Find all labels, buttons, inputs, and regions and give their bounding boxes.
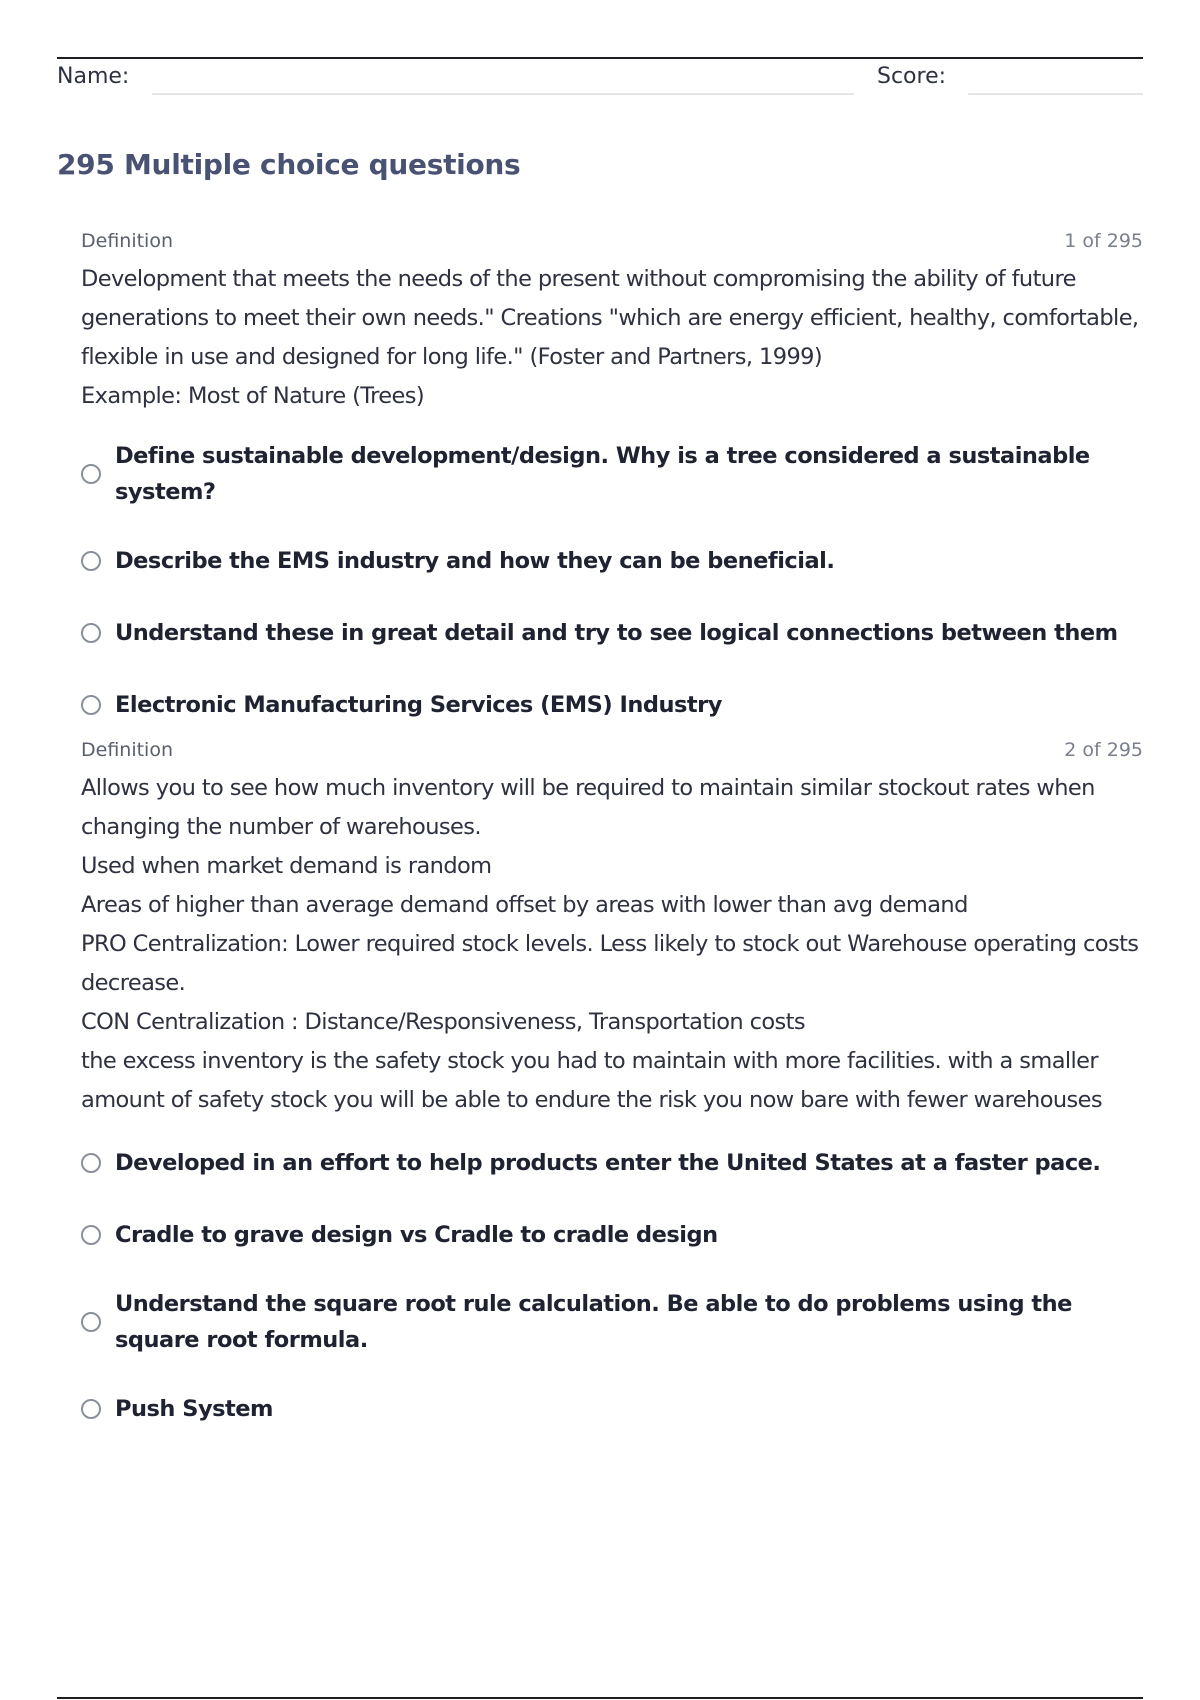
prompt-paragraph: the excess inventory is the safety stock you had to maintain with more facilities. with a smaller amount of safety stock you will be able to endure the risk you now bare with fewer warehouses: [81, 1048, 1103, 1113]
page-title: 295 Multiple choice questions: [57, 148, 521, 181]
answer-option[interactable]: [81, 1142, 1143, 1184]
question-header: [81, 226, 1143, 254]
question-prompt: [81, 260, 1143, 416]
prompt-paragraph: Areas of higher than average demand offset by areas with lower than avg demand: [81, 892, 968, 918]
prompt-paragraph: Used when market demand is random: [81, 853, 492, 879]
radio-button[interactable]: [81, 464, 101, 484]
radio-button[interactable]: [81, 1399, 101, 1419]
option-label: Developed in an effort to help products enter the United States at a faster pace.: [115, 1150, 1101, 1176]
answer-options: [81, 438, 1143, 726]
bottom-divider: [57, 1697, 1143, 1699]
prompt-paragraph: Allows you to see how much inventory will be required to maintain similar stockout rates when changing the number of warehouses.: [81, 775, 1095, 840]
question-1: [81, 226, 1143, 756]
question-header: [81, 735, 1143, 763]
prompt-paragraph: PRO Centralization: Lower required stock levels. Less likely to stock out Warehouse operating costs decrease.: [81, 931, 1139, 996]
prompt-paragraph: CON Centralization : Distance/Responsiveness, Transportation costs: [81, 1009, 806, 1035]
answer-option[interactable]: [81, 438, 1143, 510]
question-type: Definition: [81, 230, 174, 252]
option-label: Cradle to grave design vs Cradle to cradle design: [115, 1222, 718, 1248]
answer-option[interactable]: [81, 540, 1143, 582]
radio-button[interactable]: [81, 551, 101, 571]
option-label: Define sustainable development/design. Why is a tree considered a sustainable system?: [115, 443, 1090, 505]
answer-option[interactable]: [81, 1214, 1143, 1256]
answer-option[interactable]: [81, 612, 1143, 654]
option-label: Electronic Manufacturing Services (EMS) Industry: [115, 692, 722, 718]
question-counter: 2 of 295: [1064, 739, 1143, 761]
score-label: Score:: [877, 64, 947, 89]
prompt-paragraph: Example: Most of Nature (Trees): [81, 383, 425, 409]
option-label: Describe the EMS industry and how they can be beneficial.: [115, 548, 835, 574]
radio-button[interactable]: [81, 1153, 101, 1173]
answer-option[interactable]: [81, 1388, 1143, 1430]
answer-option[interactable]: [81, 1286, 1143, 1358]
top-divider: [57, 57, 1143, 59]
prompt-paragraph: Development that meets the needs of the present without compromising the ability of future generations to meet their own needs." Creations "which are energy efficient, healthy, comfortable, flexible in use and designed for long life." (Foster and Partners, 1999): [81, 266, 1139, 370]
option-label: Push System: [115, 1396, 273, 1422]
option-label: Understand these in great detail and try to see logical connections between them: [115, 620, 1118, 646]
option-label: Understand the square root rule calculation. Be able to do problems using the square root formula.: [115, 1291, 1072, 1353]
question-type: Definition: [81, 739, 174, 761]
answer-options: [81, 1142, 1143, 1430]
score-field[interactable]: [968, 93, 1143, 95]
radio-button[interactable]: [81, 1225, 101, 1245]
radio-button[interactable]: [81, 623, 101, 643]
question-2: [81, 735, 1143, 1460]
name-field[interactable]: [152, 93, 854, 95]
radio-button[interactable]: [81, 695, 101, 715]
name-label: Name:: [57, 64, 130, 89]
question-counter: 1 of 295: [1064, 230, 1143, 252]
radio-button[interactable]: [81, 1312, 101, 1332]
header-row: [57, 62, 1143, 98]
answer-option[interactable]: [81, 684, 1143, 726]
question-prompt: [81, 769, 1143, 1120]
